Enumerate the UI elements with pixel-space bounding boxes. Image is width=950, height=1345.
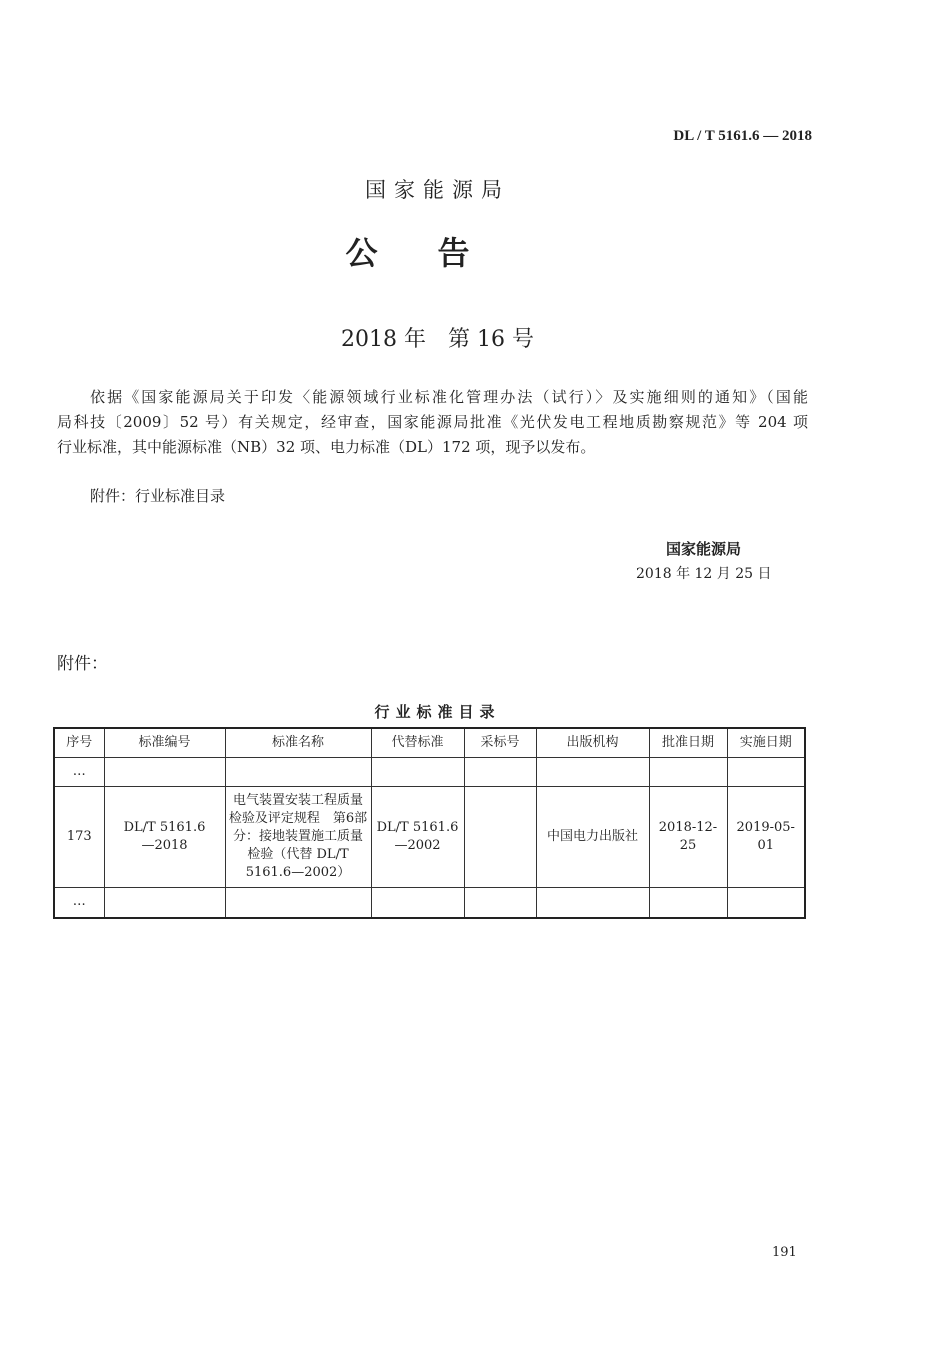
- table-cell: 173: [54, 787, 104, 888]
- column-header: 标准名称: [225, 728, 371, 758]
- column-header: 批准日期: [649, 728, 727, 758]
- table-cell: 2019-05-01: [727, 787, 805, 888]
- issue-number: 2018 年 第 16 号: [341, 327, 534, 352]
- column-header: 标准编号: [104, 728, 225, 758]
- table-cell: [225, 888, 371, 918]
- standard-code: DL / T 5161.6 — 2018: [673, 128, 812, 144]
- table-row: [54, 888, 805, 918]
- body-line-1: 依据《国家能源局关于印发〈能源领域行业标准化管理办法（试行）〉及实施细则的通知》（国能: [90, 388, 808, 406]
- table-cell: [727, 758, 805, 787]
- agency-title: 国家能源局: [365, 178, 510, 202]
- table-cell: [464, 758, 536, 787]
- notice-title: 公告: [345, 234, 530, 272]
- issue-date: 2018 年 12 月 25 日: [636, 566, 772, 582]
- column-header: 代替标准: [371, 728, 464, 758]
- table-cell: [649, 888, 727, 918]
- table-cell: [104, 888, 225, 918]
- table-cell: 中国电力出版社: [536, 787, 649, 888]
- attachment-label: 附件：: [57, 654, 108, 674]
- standards-table: [53, 727, 806, 919]
- table-cell: [464, 888, 536, 918]
- table-cell: [727, 888, 805, 918]
- page-number: 191: [772, 1245, 797, 1260]
- table-cell: …: [54, 888, 104, 918]
- table-cell: [464, 787, 536, 888]
- table-cell: [371, 888, 464, 918]
- body-line-2: 局科技〔2009〕52 号）有关规定，经审查，国家能源局批准《光伏发电工程地质勘察规范》等 204 项: [57, 413, 808, 431]
- column-header: 采标号: [464, 728, 536, 758]
- table-cell: DL/T 5161.6—2002: [371, 787, 464, 888]
- table-cell: [536, 758, 649, 787]
- table-cell: [225, 758, 371, 787]
- table-cell: …: [54, 758, 104, 787]
- column-header: 序号: [54, 728, 104, 758]
- table-cell: [536, 888, 649, 918]
- attachment-note: 附件：行业标准目录: [90, 487, 226, 505]
- table-cell: [104, 758, 225, 787]
- body-line-3: 行业标准，其中能源标准（NB）32 项、电力标准（DL）172 项，现予以发布。: [57, 438, 596, 456]
- table-cell: [371, 758, 464, 787]
- column-header: 出版机构: [536, 728, 649, 758]
- table-header-row: [54, 728, 805, 758]
- signature: 国家能源局: [666, 540, 742, 558]
- table-title: 行业标准目录: [374, 703, 501, 721]
- table-cell: [649, 758, 727, 787]
- table-cell: DL/T 5161.6—2018: [104, 787, 225, 888]
- table-row: [54, 758, 805, 787]
- table-cell: 2018-12-25: [649, 787, 727, 888]
- table-row: [54, 787, 805, 888]
- column-header: 实施日期: [727, 728, 805, 758]
- table-cell: 电气装置安装工程质量检验及评定规程 第6部分：接地装置施工质量检验（代替 DL/T 5161.6—2002）: [225, 787, 371, 888]
